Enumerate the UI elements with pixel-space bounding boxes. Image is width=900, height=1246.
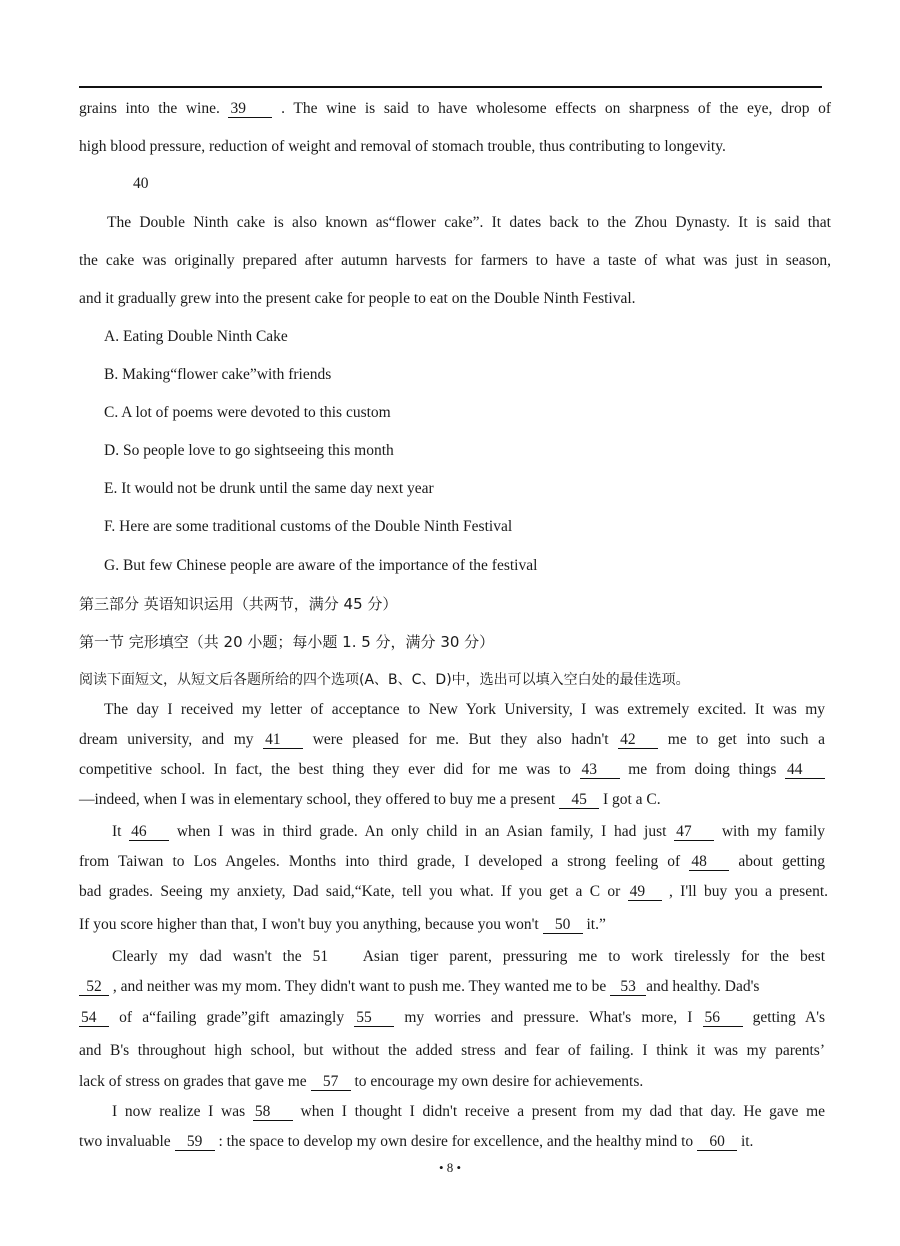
text: it. — [740, 1133, 754, 1150]
blank-53: 53 — [610, 978, 646, 996]
text: about getting — [738, 853, 826, 870]
cloze-line — [79, 1008, 825, 1028]
text: with my family — [721, 823, 826, 840]
cloze-line — [79, 852, 825, 872]
blank-45: 45 — [559, 791, 599, 809]
blank-39: 39 — [228, 100, 272, 118]
blank-54: 54 — [79, 1009, 109, 1027]
blank-51: 51 — [312, 948, 329, 965]
text: I now realize I was — [112, 1103, 246, 1120]
text: lack of stress on grades that gave me — [79, 1073, 307, 1090]
blank-55: 55 — [354, 1009, 394, 1027]
passage-line: and it gradually grew into the present cake for people to eat on the Double Ninth Festival. — [79, 290, 636, 307]
text: : the space to develop my own desire for excellence, and the healthy mind to — [218, 1133, 694, 1150]
text: , and neither was my mom. They didn't want to push me. They wanted me to be — [112, 978, 607, 995]
option-f: F. Here are some traditional customs of the Double Ninth Festival — [104, 518, 513, 535]
blank-43: 43 — [580, 761, 620, 779]
blank-41: 41 — [263, 731, 303, 749]
text: of a“failing grade”gift amazingly — [119, 1009, 345, 1026]
blank-56: 56 — [703, 1009, 743, 1027]
blank-46: 46 — [129, 823, 169, 841]
passage-line: the cake was originally prepared after autumn harvests for farmers to have a taste of what was just in season, — [79, 252, 831, 269]
blank-57: 57 — [311, 1073, 351, 1091]
blank-42: 42 — [618, 731, 658, 749]
text: It — [112, 823, 122, 840]
blank-58: 58 — [253, 1103, 293, 1121]
section-heading-part3: 第三部分 英语知识运用（共两节，满分 45 分） — [79, 595, 398, 613]
passage-line — [79, 99, 831, 119]
text: to encourage my own desire for achievements. — [354, 1073, 644, 1090]
cloze-line — [112, 1102, 825, 1122]
text: , I'll buy you a present. — [668, 883, 829, 900]
option-b: B. Making“flower cake”with friends — [104, 366, 332, 383]
header-rule — [79, 86, 822, 88]
cloze-line — [79, 1072, 831, 1092]
passage-line: The Double Ninth cake is also known as“flower cake”. It dates back to the Zhou Dynasty. It is said that — [107, 214, 831, 231]
cloze-line — [79, 977, 831, 997]
cloze-line: The day I received my letter of acceptance to New York University, I was extremely excited. It was my — [104, 701, 825, 718]
blank-47: 47 — [674, 823, 714, 841]
blank-60: 60 — [697, 1133, 737, 1151]
cloze-line — [112, 822, 825, 842]
cloze-line — [79, 730, 825, 750]
page-number: • 8 • — [438, 1160, 462, 1175]
text: dream university, and my — [79, 731, 254, 748]
cloze-line — [79, 915, 831, 935]
option-c: C. A lot of poems were devoted to this custom — [104, 404, 391, 421]
blank-50: 50 — [543, 916, 583, 934]
option-a: A. Eating Double Ninth Cake — [104, 328, 288, 345]
text: when I was in third grade. An only child in an Asian family, I had just — [176, 823, 667, 840]
cloze-line — [79, 790, 831, 810]
question-number-40: 40 — [133, 175, 149, 192]
text: from Taiwan to Los Angeles. Months into third grade, I developed a strong feeling of — [79, 853, 681, 870]
text: competitive school. In fact, the best thing they ever did for me was to — [79, 761, 571, 778]
text: Clearly my dad wasn't the — [112, 948, 302, 965]
instructions: 阅读下面短文，从短文后各题所给的四个选项(A、B、C、D)中，选出可以填入空白处的最佳选项。 — [79, 672, 690, 688]
blank-49: 49 — [628, 883, 662, 901]
text: it.” — [586, 916, 606, 933]
option-d: D. So people love to go sightseeing this month — [104, 442, 394, 459]
text: when I thought I didn't receive a present from my dad that day. He gave me — [300, 1103, 826, 1120]
blank-59: 59 — [175, 1133, 215, 1151]
text: grains into the wine. — [79, 100, 220, 117]
cloze-line — [112, 947, 825, 967]
text: I got a C. — [602, 791, 661, 808]
passage-line: high blood pressure, reduction of weight and removal of stomach trouble, thus contributing to longevity. — [79, 138, 726, 155]
cloze-line — [79, 760, 825, 780]
text: me from doing things — [628, 761, 777, 778]
text: —indeed, when I was in elementary school, they offered to buy me a present — [79, 791, 556, 808]
blank-44: 44 — [785, 761, 825, 779]
option-g: G. But few Chinese people are aware of the importance of the festival — [104, 557, 538, 574]
section-heading-cloze: 第一节 完形填空（共 20 小题；每小题 1. 5 分，满分 30 分） — [79, 633, 495, 651]
text: getting A's — [752, 1009, 826, 1026]
text: me to get into such a — [667, 731, 826, 748]
text: Asian tiger parent, pressuring me to work tirelessly for the best — [362, 948, 826, 965]
text: two invaluable — [79, 1133, 171, 1150]
cloze-line — [79, 1132, 831, 1152]
text: bad grades. Seeing my anxiety, Dad said,“Kate, tell you what. If you get a C or — [79, 883, 621, 900]
option-e: E. It would not be drunk until the same day next year — [104, 480, 434, 497]
blank-52: 52 — [79, 978, 109, 996]
text: and healthy. Dad's — [646, 978, 760, 995]
cloze-line — [79, 882, 828, 902]
text: my worries and pressure. What's more, I — [404, 1009, 693, 1026]
text: were pleased for me. But they also hadn't — [312, 731, 609, 748]
text: . The wine is said to have wholesome effects on sharpness of the eye, drop of — [281, 100, 832, 117]
text: If you score higher than that, I won't buy you anything, because you won't — [79, 916, 539, 933]
cloze-line: and B's throughout high school, but without the added stress and fear of failing. I think it was my parents’ — [79, 1042, 825, 1059]
blank-48: 48 — [689, 853, 729, 871]
